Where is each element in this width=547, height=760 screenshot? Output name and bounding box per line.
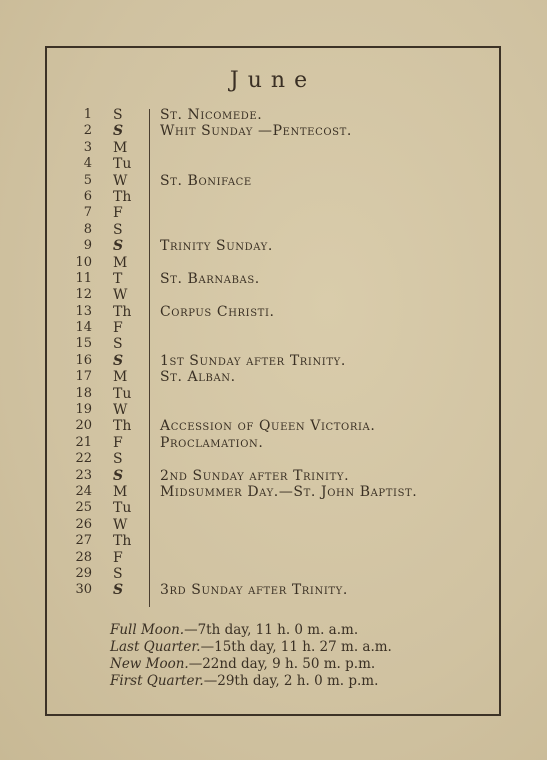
day-row [58, 238, 498, 254]
day-row [58, 320, 498, 336]
moon-phase-line [110, 639, 490, 656]
day-number: 4 [83, 156, 92, 172]
day-number: 12 [75, 287, 92, 303]
weekday-abbrev: Th [113, 303, 132, 320]
day-row [58, 402, 498, 418]
weekday-abbrev: T [113, 270, 123, 287]
weekday-abbrev: Tu [113, 500, 132, 517]
month-title: June [229, 68, 317, 93]
day-event: 2nd Sunday after Trinity. [160, 467, 350, 484]
day-number: 29 [75, 565, 92, 581]
day-number: 27 [75, 533, 92, 549]
sunday-mark: S [113, 582, 124, 599]
day-row [58, 418, 498, 434]
day-number: 10 [75, 254, 92, 270]
day-number: 16 [75, 352, 92, 368]
moon-phases [110, 622, 490, 690]
day-row [58, 304, 498, 320]
day-row [58, 500, 498, 516]
moon-phase-line [110, 656, 490, 673]
day-event: St. Alban. [160, 369, 236, 386]
day-number: 23 [75, 467, 92, 483]
day-number: 19 [75, 402, 92, 418]
weekday-abbrev: Th [113, 533, 132, 550]
day-event: Corpus Christi. [160, 303, 275, 320]
day-event: Midsummer Day.—St. John Baptist. [160, 483, 418, 500]
day-row [58, 451, 498, 467]
weekday-abbrev: Tu [113, 385, 132, 402]
day-row [58, 369, 498, 385]
moon-phase-name: Full Moon. [110, 622, 185, 638]
day-row [58, 336, 498, 352]
day-number: 14 [75, 320, 92, 336]
weekday-abbrev: S [113, 336, 123, 353]
day-number: 3 [83, 139, 92, 155]
weekday-abbrev: W [113, 172, 128, 189]
day-number: 1 [83, 107, 92, 122]
day-row [58, 189, 498, 205]
day-number: 9 [83, 238, 92, 254]
sunday-mark: S [113, 352, 124, 369]
day-row [58, 123, 498, 139]
day-row [58, 353, 498, 369]
day-event: St. Boniface [160, 172, 252, 189]
day-number: 22 [75, 451, 92, 467]
sunday-mark: S [113, 123, 124, 140]
sunday-mark: S [113, 238, 124, 255]
weekday-abbrev: S [113, 221, 123, 238]
days-list [58, 107, 498, 599]
weekday-abbrev: F [113, 205, 123, 222]
day-row [58, 435, 498, 451]
moon-phase-time: —15th day, 11 h. 27 m. a.m. [200, 639, 392, 655]
moon-phase-name: Last Quarter. [110, 639, 201, 655]
day-row [58, 156, 498, 172]
day-row [58, 107, 498, 123]
day-row [58, 271, 498, 287]
day-row [58, 287, 498, 303]
day-row [58, 255, 498, 271]
moon-phase-line [110, 622, 490, 639]
day-row [58, 517, 498, 533]
day-event: St. Barnabas. [160, 270, 260, 287]
day-event: 1st Sunday after Trinity. [160, 352, 346, 369]
weekday-abbrev: F [113, 434, 123, 451]
day-number: 28 [75, 549, 92, 565]
weekday-abbrev: M [113, 483, 128, 500]
day-event: 3rd Sunday after Trinity. [160, 582, 348, 599]
day-number: 5 [83, 172, 92, 188]
day-event: Trinity Sunday. [160, 238, 273, 255]
day-number: 30 [75, 582, 92, 598]
day-row [58, 173, 498, 189]
day-number: 2 [83, 123, 92, 139]
day-number: 7 [83, 205, 92, 221]
day-row [58, 468, 498, 484]
day-event: Proclamation. [160, 434, 264, 451]
day-row [58, 222, 498, 238]
day-row [58, 566, 498, 582]
day-number: 25 [75, 500, 92, 516]
weekday-abbrev: M [113, 369, 128, 386]
day-row [58, 533, 498, 549]
weekday-abbrev: F [113, 549, 123, 566]
weekday-abbrev: W [113, 287, 128, 304]
day-number: 18 [75, 385, 92, 401]
day-row [58, 550, 498, 566]
day-number: 20 [75, 418, 92, 434]
weekday-abbrev: S [113, 107, 123, 123]
day-row [58, 205, 498, 221]
day-number: 17 [75, 369, 92, 385]
weekday-abbrev: W [113, 516, 128, 533]
weekday-abbrev: M [113, 139, 128, 156]
day-row [58, 582, 498, 598]
moon-phase-time: —7th day, 11 h. 0 m. a.m. [184, 622, 359, 638]
weekday-abbrev: M [113, 254, 128, 271]
day-row [58, 484, 498, 500]
weekday-abbrev: W [113, 402, 128, 419]
day-number: 11 [75, 270, 92, 286]
weekday-abbrev: Th [113, 188, 132, 205]
day-row [58, 140, 498, 156]
weekday-abbrev: S [113, 451, 123, 468]
day-number: 15 [75, 336, 92, 352]
weekday-abbrev: Th [113, 418, 132, 435]
day-number: 26 [75, 516, 92, 532]
day-event: Accession of Queen Victoria. [160, 418, 376, 435]
day-number: 13 [75, 303, 92, 319]
day-number: 21 [75, 434, 92, 450]
moon-phase-time: —29th day, 2 h. 0 m. p.m. [203, 673, 379, 689]
moon-phase-name: First Quarter. [110, 673, 204, 689]
sunday-mark: S [113, 467, 124, 484]
moon-phase-line [110, 673, 490, 690]
day-number: 8 [83, 221, 92, 237]
day-number: 6 [83, 188, 92, 204]
day-event: St. Nicomede. [160, 107, 263, 123]
day-row [58, 386, 498, 402]
weekday-abbrev: F [113, 320, 123, 337]
day-event: Whit Sunday —Pentecost. [160, 123, 352, 140]
moon-phase-time: —22nd day, 9 h. 50 m. p.m. [188, 656, 376, 672]
moon-phase-name: New Moon. [110, 656, 189, 672]
weekday-abbrev: Tu [113, 156, 132, 173]
day-number: 24 [75, 483, 92, 499]
weekday-abbrev: S [113, 565, 123, 582]
